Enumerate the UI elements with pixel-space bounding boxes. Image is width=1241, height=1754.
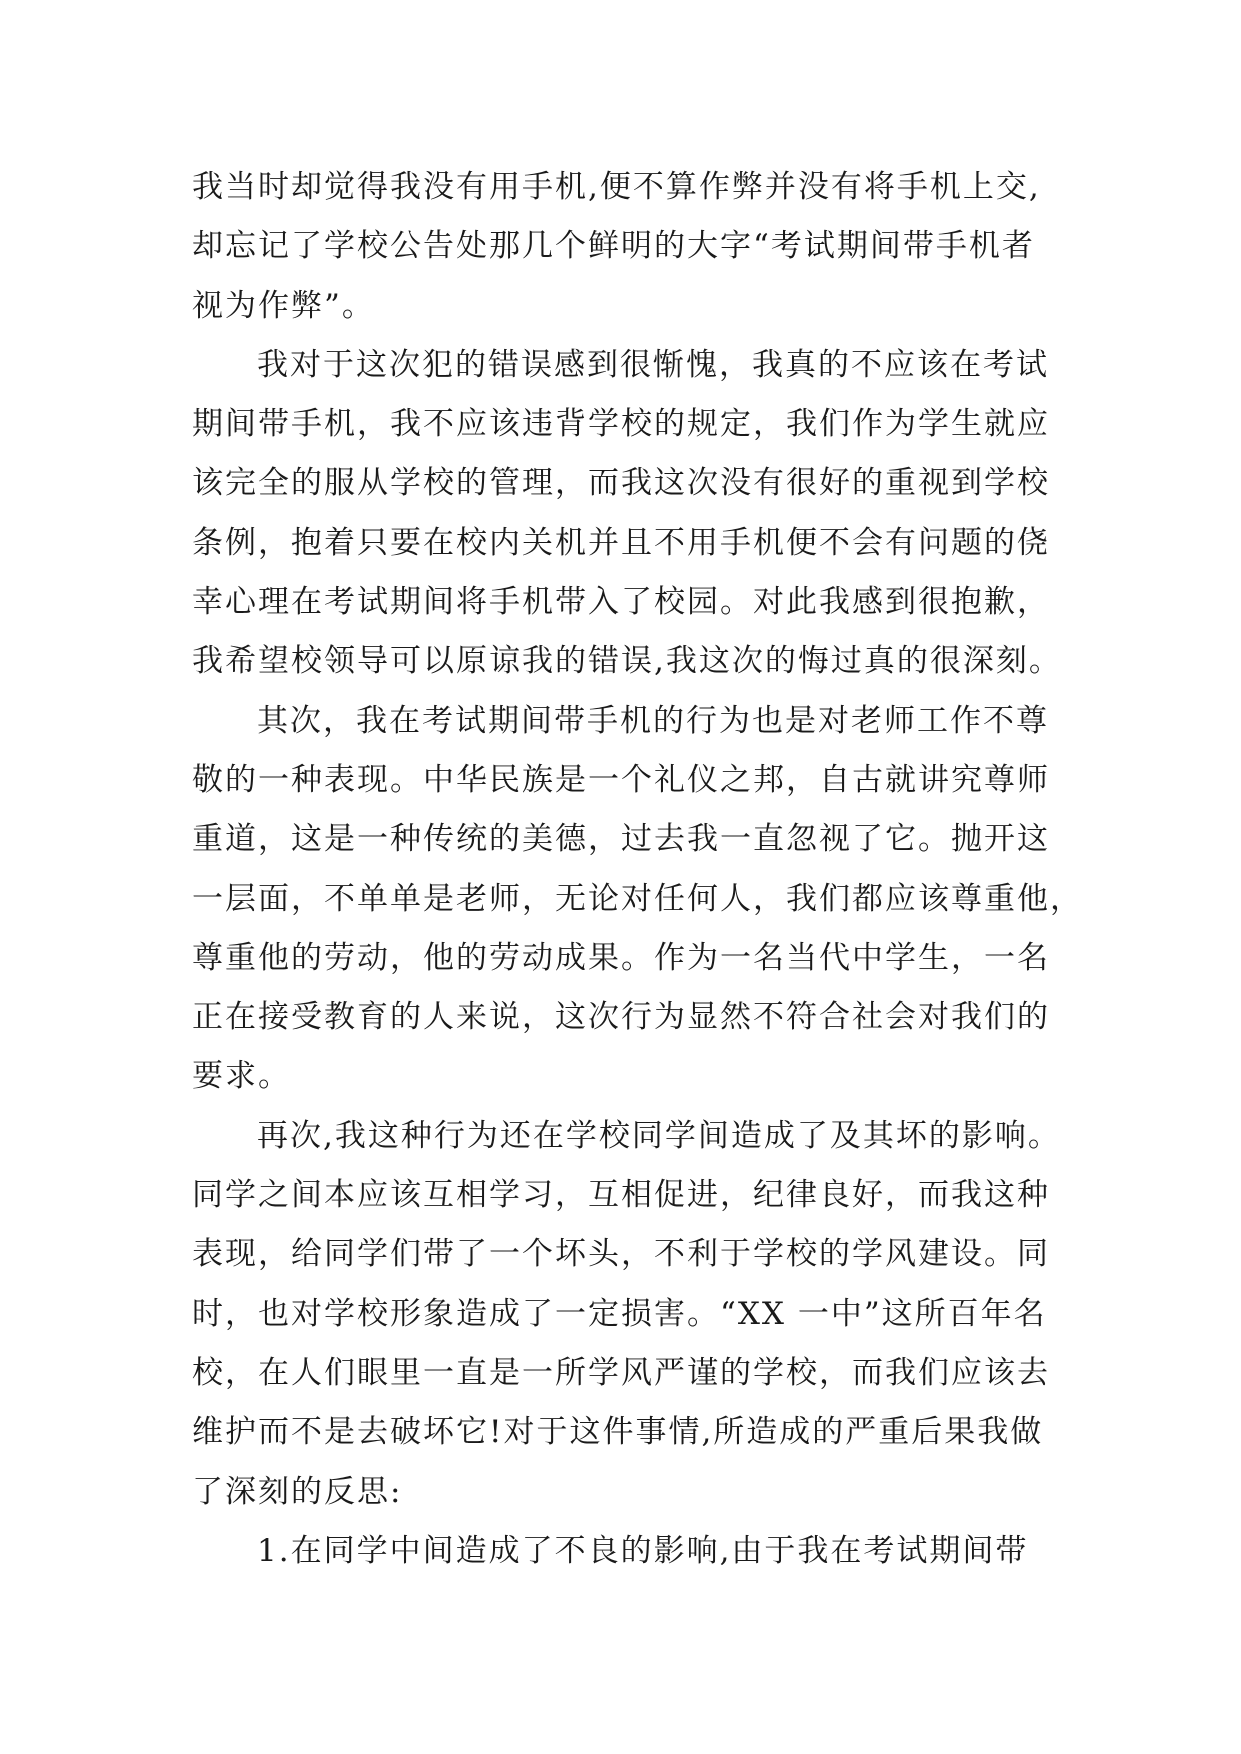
text-line: 校，在人们眼里一直是一所学风严谨的学校，而我们应该去 xyxy=(192,1354,1050,1391)
text-line: 尊重他的劳动，他的劳动成果。作为一名当代中学生，一名 xyxy=(192,939,1050,976)
text-line: 我希望校领导可以原谅我的错误,我这次的悔过真的很深刻。 xyxy=(192,643,1062,680)
paragraph-start-line: 我对于这次犯的错误感到很惭愧，我真的不应该在考试 xyxy=(257,346,1049,383)
text-line: 同学之间本应该互相学习，互相促进，纪律良好，而我这种 xyxy=(192,1177,1050,1214)
text-line: 了深刻的反思: xyxy=(192,1473,403,1510)
text-line: 视为作弊”。 xyxy=(192,287,375,324)
text-line: 我当时却觉得我没有用手机,便不算作弊并没有将手机上交, xyxy=(192,169,1041,205)
text-line: 条例，抱着只要在校内关机并且不用手机便不会有问题的侥 xyxy=(192,524,1050,561)
paragraph-start-line: 再次,我这种行为还在学校同学间造成了及其坏的影响。 xyxy=(257,1117,1061,1154)
text-line: 表现，给同学们带了一个坏头，不利于学校的学风建设。同 xyxy=(192,1236,1050,1273)
paragraph-start-line: 其次，我在考试期间带手机的行为也是对老师工作不尊 xyxy=(257,702,1049,739)
text-line: 却忘记了学校公告处那几个鲜明的大字“考试期间带手机者 xyxy=(192,228,1035,265)
text-line: 该完全的服从学校的管理，而我这次没有很好的重视到学校 xyxy=(192,465,1050,502)
text-line: 敬的一种表现。中华民族是一个礼仪之邦，自古就讲究尊师 xyxy=(192,761,1050,798)
body-text xyxy=(192,158,1092,1581)
text-line: 幸心理在考试期间将手机带入了校园。对此我感到很抱歉， xyxy=(192,584,1050,621)
text-line: 正在接受教育的人来说，这次行为显然不符合社会对我们的 xyxy=(192,999,1050,1036)
text-line: 时，也对学校形象造成了一定损害。“XX 一中”这所百年名 xyxy=(192,1295,1047,1332)
text-line: 期间带手机，我不应该违背学校的规定，我们作为学生就应 xyxy=(192,406,1050,443)
text-line: 要求。 xyxy=(192,1058,291,1095)
text-line: 重道，这是一种传统的美德，过去我一直忽视了它。抛开这 xyxy=(192,821,1050,858)
text-line: 一层面，不单单是老师，无论对任何人，我们都应该尊重他， xyxy=(192,880,1083,917)
list-item-line: 1.在同学中间造成了不良的影响,由于我在考试期间带 xyxy=(257,1532,1029,1569)
text-line: 维护而不是去破坏它!对于这件事情,所造成的严重后果我做 xyxy=(192,1414,1044,1451)
